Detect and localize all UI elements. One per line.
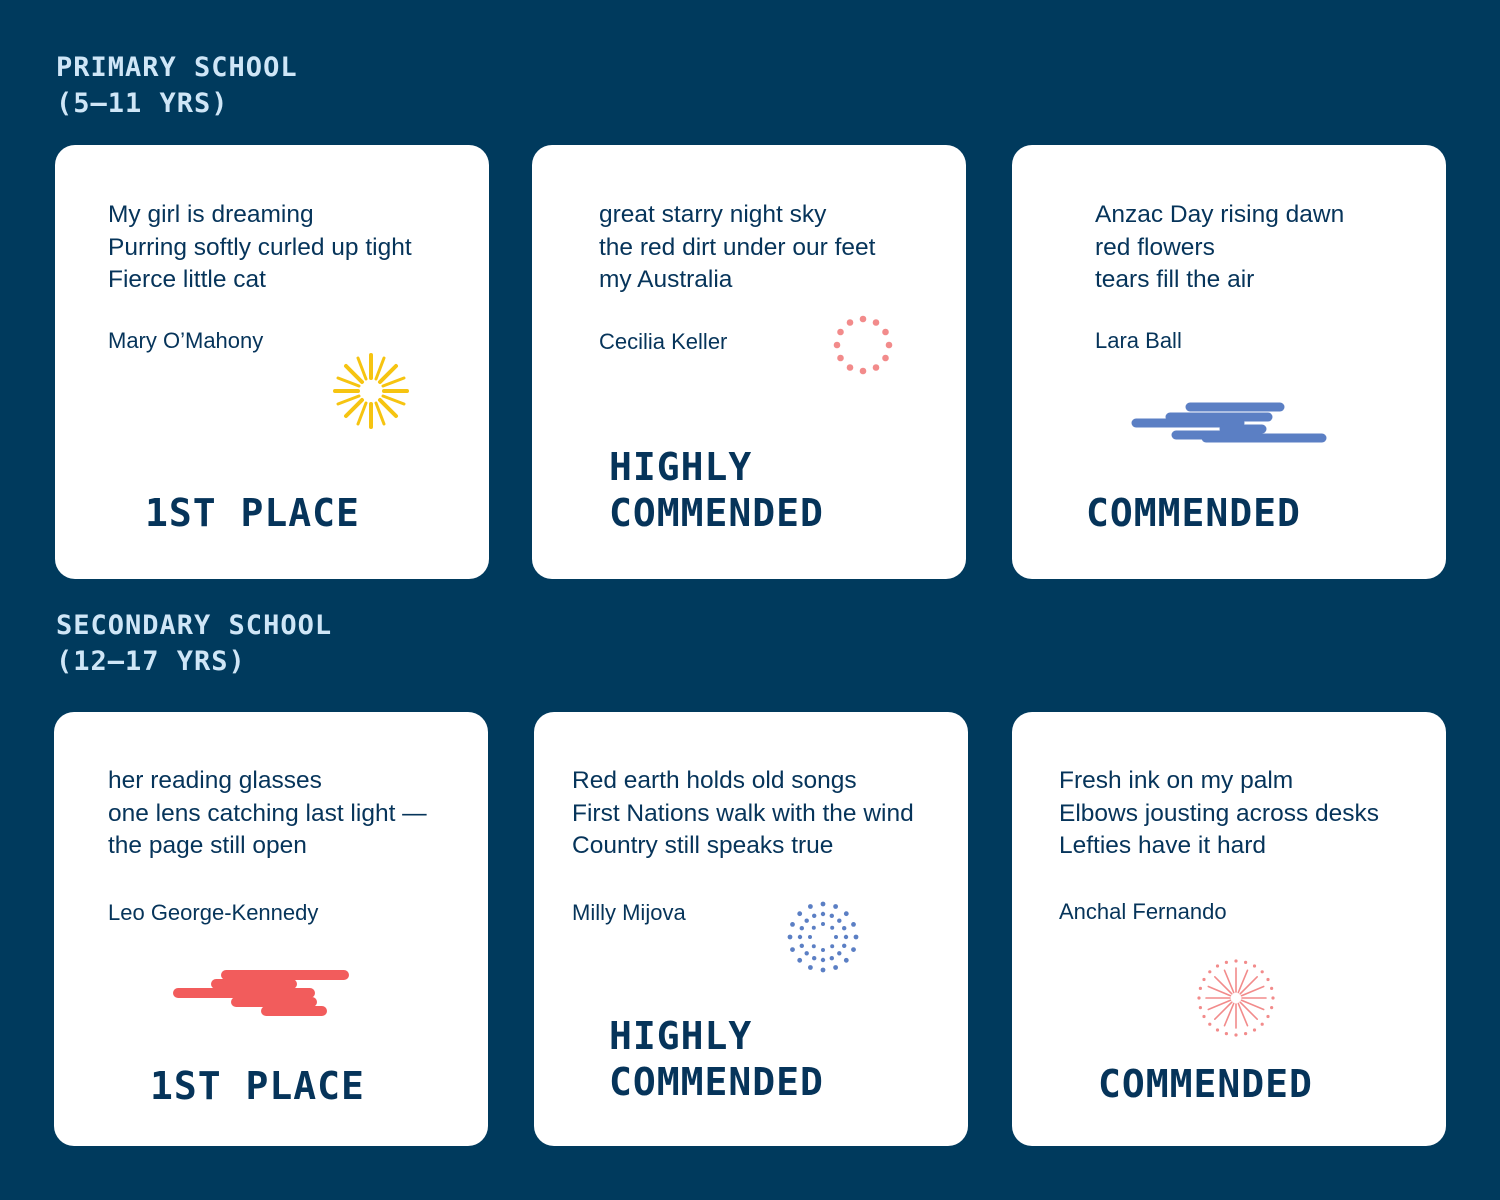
poem-line: Fierce little cat	[108, 266, 266, 293]
pink-line-burst-icon	[1194, 956, 1278, 1040]
poem-line: First Nations walk with the wind	[572, 799, 914, 827]
award-label-line: COMMENDED	[609, 491, 824, 535]
secondary-commended-card	[1012, 712, 1446, 1146]
poem	[108, 199, 412, 297]
poem-author: Cecilia Keller	[599, 329, 728, 354]
award-label	[1098, 1061, 1313, 1107]
secondary-first-place-card	[54, 712, 488, 1146]
award-label-line: HIGHLY	[609, 1014, 753, 1058]
poem-line: red flowers	[1095, 233, 1215, 261]
poem-line: Lefties have it hard	[1059, 832, 1267, 859]
poem-line: the red dirt under our feet	[599, 233, 876, 261]
poem-line: Anzac Day rising dawn	[1095, 201, 1345, 228]
award-label-line: COMMENDED	[609, 1060, 824, 1104]
poem-line: great starry night sky	[599, 201, 827, 228]
award-label	[1086, 490, 1301, 536]
primary-first-place-card	[55, 145, 489, 579]
award-label	[609, 1013, 824, 1105]
primary-highly-commended-card	[532, 145, 966, 579]
secondary-highly-commended-card	[534, 712, 968, 1146]
primary-commended-card	[1012, 145, 1446, 579]
poem-line: the page still open	[108, 832, 307, 859]
award-label-line: COMMENDED	[1086, 491, 1301, 535]
pink-dot-ring-icon	[831, 313, 895, 377]
poem-line: one lens catching last light —	[108, 799, 427, 827]
award-label	[150, 1063, 365, 1109]
secondary-school-heading-title: SECONDARY SCHOOL	[56, 610, 333, 641]
poem-line: Purring softly curled up tight	[108, 233, 412, 261]
poem-author: Anchal Fernando	[1059, 899, 1227, 924]
primary-school-heading-age: (5–11 YRS)	[56, 88, 229, 119]
poem	[1095, 199, 1344, 297]
poem	[572, 765, 914, 863]
poem	[599, 199, 875, 297]
poem-line: Country still speaks true	[572, 832, 834, 859]
poem-line: tears fill the air	[1095, 266, 1255, 293]
poem-author: Lara Ball	[1095, 328, 1182, 353]
poem-line: My girl is dreaming	[108, 201, 314, 228]
secondary-school-heading-age: (12–17 YRS)	[56, 646, 246, 677]
award-label	[145, 490, 360, 536]
poem-line: Elbows jousting across desks	[1059, 799, 1380, 827]
poem-author: Milly Mijova	[572, 900, 686, 925]
poem-author: Leo George-Kennedy	[108, 900, 319, 925]
red-cloud-streak-icon	[172, 967, 352, 1019]
poem	[1059, 765, 1379, 863]
blue-dot-burst-icon	[786, 900, 860, 974]
award-label	[609, 444, 824, 536]
award-label-line: 1ST PLACE	[145, 491, 360, 535]
primary-school-heading	[56, 50, 298, 122]
poem-line: her reading glasses	[108, 767, 322, 794]
yellow-burst-icon	[331, 351, 411, 431]
secondary-school-heading	[56, 608, 332, 680]
award-label-line: 1ST PLACE	[150, 1064, 365, 1108]
poem-line: Red earth holds old songs	[572, 767, 857, 794]
poem-line: my Australia	[599, 266, 733, 293]
poem-line: Fresh ink on my palm	[1059, 767, 1294, 794]
award-label-line: COMMENDED	[1098, 1062, 1313, 1106]
poem-author: Mary O’Mahony	[108, 328, 264, 353]
primary-school-heading-title: PRIMARY SCHOOL	[56, 52, 298, 83]
poem	[108, 765, 427, 863]
blue-cloud-streak-icon	[1130, 401, 1330, 445]
award-label-line: HIGHLY	[609, 445, 753, 489]
